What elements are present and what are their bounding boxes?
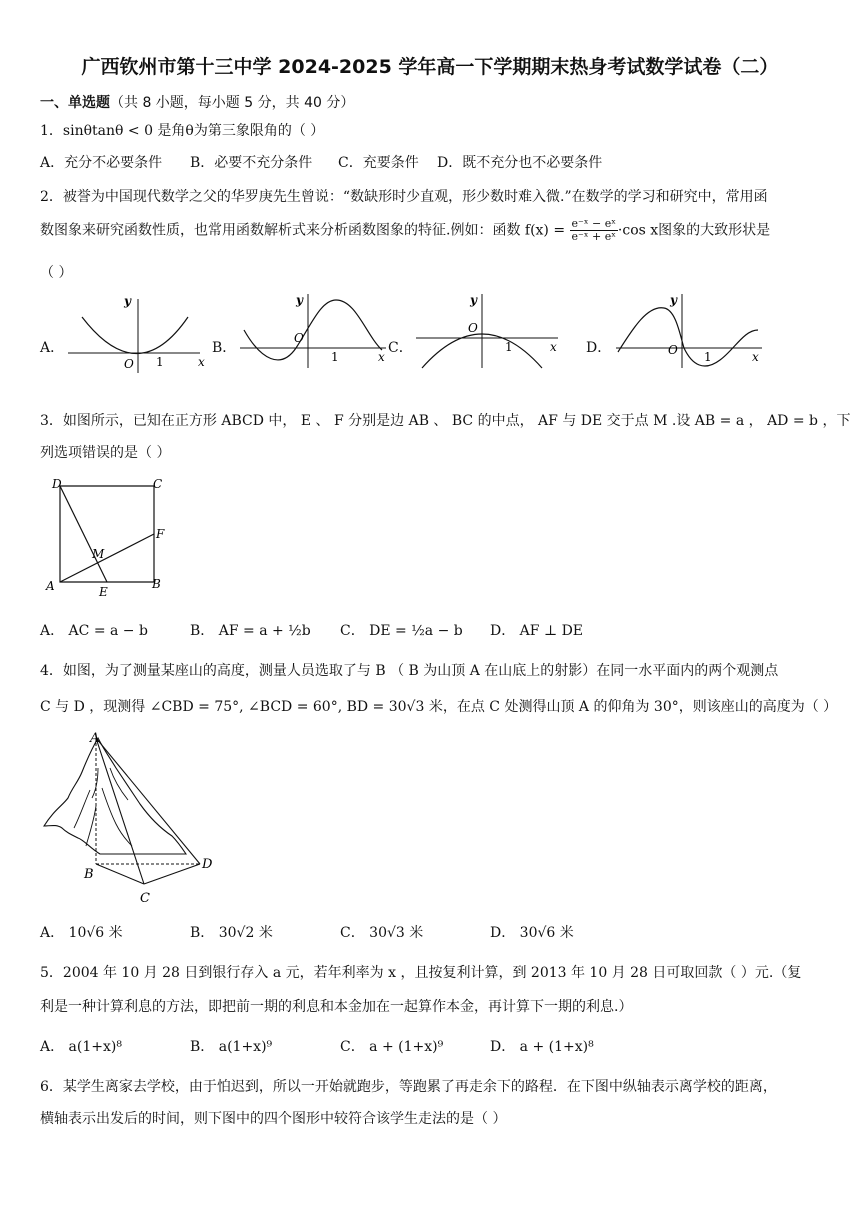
q5-option-c[interactable]: C． a + (1+x)⁹ [340,1039,444,1055]
q5-option-b[interactable]: B． a(1+x)⁹ [190,1039,273,1055]
q2-option-a-letter[interactable]: A． [40,340,65,356]
tick-one-label: 1 [505,340,513,354]
tick-one-label: 1 [331,350,339,364]
q2-option-b-letter[interactable]: B． [212,340,237,356]
q1-stem: 1．sinθtanθ < 0 是角θ为第三象限角的（ ） [40,123,325,139]
q3-option-a[interactable]: A． AC = a − b [40,623,148,639]
origin-label: O [468,321,478,335]
segment-cd [144,864,200,884]
q3-square-figure [40,474,170,602]
q2-option-c-letter[interactable]: C． [388,340,413,356]
q2-graph-d[interactable] [612,290,764,370]
x-label: x [550,340,557,354]
curve [244,300,382,360]
q2-line2-pre: 数图象来研究函数性质，也常用函数解析式来分析函数图象的特征.例如：函数 f(x) = [40,222,570,239]
q4-option-b[interactable]: B． 30√2 米 [190,925,273,941]
q2-option-d-letter[interactable]: D． [586,340,612,356]
exam-title: 广西钦州市第十三中学 2024-2025 学年高一下学期期末热身考试数学试卷（二） [81,56,779,78]
x-label: x [378,350,385,364]
q2-line2-post: ·cos x图象的大致形状是 [617,222,771,239]
segment-ac [96,738,144,884]
q2-frac-num: e⁻ˣ − eˣ [571,217,616,230]
curve [82,317,188,354]
y-label: y [296,293,303,307]
segment-af [60,534,154,582]
q4-option-d[interactable]: D． 30√6 米 [490,925,574,941]
label-e: E [99,585,108,599]
curve [618,308,758,366]
q5-line1: 5．2004 年 10 月 28 日到银行存入 a 元，若年利率为 x ，且按复利计算，到 2013 年 10 月 28 日可取回款（ ）元.（复 [40,965,802,981]
q4-line2: C 与 D ，现测得 ∠CBD = 75°, ∠BCD = 60°, BD = 30√3 米，在点 C 处测得山顶 A 的仰角为 30°，则该座山的高度为（ ） [40,699,838,715]
q5-option-a[interactable]: A． a(1+x)⁸ [40,1039,122,1055]
label-b: B [152,577,161,591]
q3-option-b[interactable]: B． AF = a + ½b [190,623,311,639]
q6-line1: 6．某学生离家去学校，由于怕迟到，所以一开始就跑步，等跑累了再走余下的路程．在下图中纵轴表示离学校的距离， [40,1079,777,1095]
origin-label: O [294,331,304,345]
q3-line1: 3．如图所示，已知在正方形 ABCD 中， E 、 F 分别是边 AB 、 BC 的中点， AF 与 DE 交于点 M .设 AB = a ， AD = b ，下 [40,413,851,429]
q3-option-d[interactable]: D． AF ⊥ DE [490,623,584,639]
square-abcd [60,486,154,582]
q2-line3: （ ） [40,265,73,281]
q4-option-c[interactable]: C． 30√3 米 [340,925,424,941]
q2-graph-a[interactable] [60,294,205,375]
q1-option-b[interactable]: B．必要不充分条件 [190,155,313,171]
q1-option-a[interactable]: A．充分不必要条件 [40,155,163,171]
section-desc: （共 8 小题，每小题 5 分，共 40 分） [110,95,355,111]
section-name: 一、单选题 [40,95,110,111]
label-c: C [153,477,163,491]
origin-label: O [668,343,678,357]
q4-option-a[interactable]: A． 10√6 米 [40,925,123,941]
segment-ad [96,738,200,864]
q2-frac-den: e⁻ˣ + eˣ [571,230,616,243]
q4-line1: 4．如图，为了测量某座山的高度，测量人员选取了与 B （ B 为山顶 A 在山底上的射影）在同一水平面内的两个观测点 [40,663,779,679]
q4-mountain-figure [40,728,230,908]
label-a: A [90,731,100,746]
y-label: y [470,293,477,307]
q2-line2 [40,218,770,243]
tick-one-label: 1 [156,355,164,369]
tick-one-label: 1 [704,350,712,364]
x-label: x [752,350,759,364]
label-d: D [52,477,62,491]
label-a: A [46,579,55,593]
section-header [40,92,354,112]
q3-line2: 列选项错误的是（ ） [40,445,171,461]
segment-bc [96,864,144,884]
label-m: M [92,547,105,561]
q2-graph-c[interactable] [412,290,562,370]
x-label: x [198,355,205,369]
label-b: B [84,867,94,882]
label-d: D [202,857,213,872]
label-c: C [140,891,150,906]
q6-line2: 横轴表示出发后的时间，则下图中的四个图形中较符合该学生走法的是（ ） [40,1111,507,1127]
q2-graph-b[interactable] [236,290,388,370]
q2-fraction [570,218,618,243]
q5-option-d[interactable]: D． a + (1+x)⁸ [490,1039,594,1055]
origin-label: O [124,357,134,371]
q3-option-c[interactable]: C． DE = ½a − b [340,623,463,639]
q1-option-c[interactable]: C．充要条件 [338,155,419,171]
q5-line2: 利是一种计算利息的方法，即把前一期的利息和本金加在一起算作本金，再计算下一期的利息.） [40,999,633,1015]
label-f: F [156,527,165,541]
segment-de [60,486,107,582]
q2-line1: 2．被誉为中国现代数学之父的华罗庚先生曾说：“数缺形时少直观，形少数时难入微.”在数学的学习和研究中，常用函 [40,189,768,205]
q1-option-d[interactable]: D．既不充分也不必要条件 [437,155,603,171]
y-label: y [670,293,677,307]
y-label: y [124,294,131,308]
